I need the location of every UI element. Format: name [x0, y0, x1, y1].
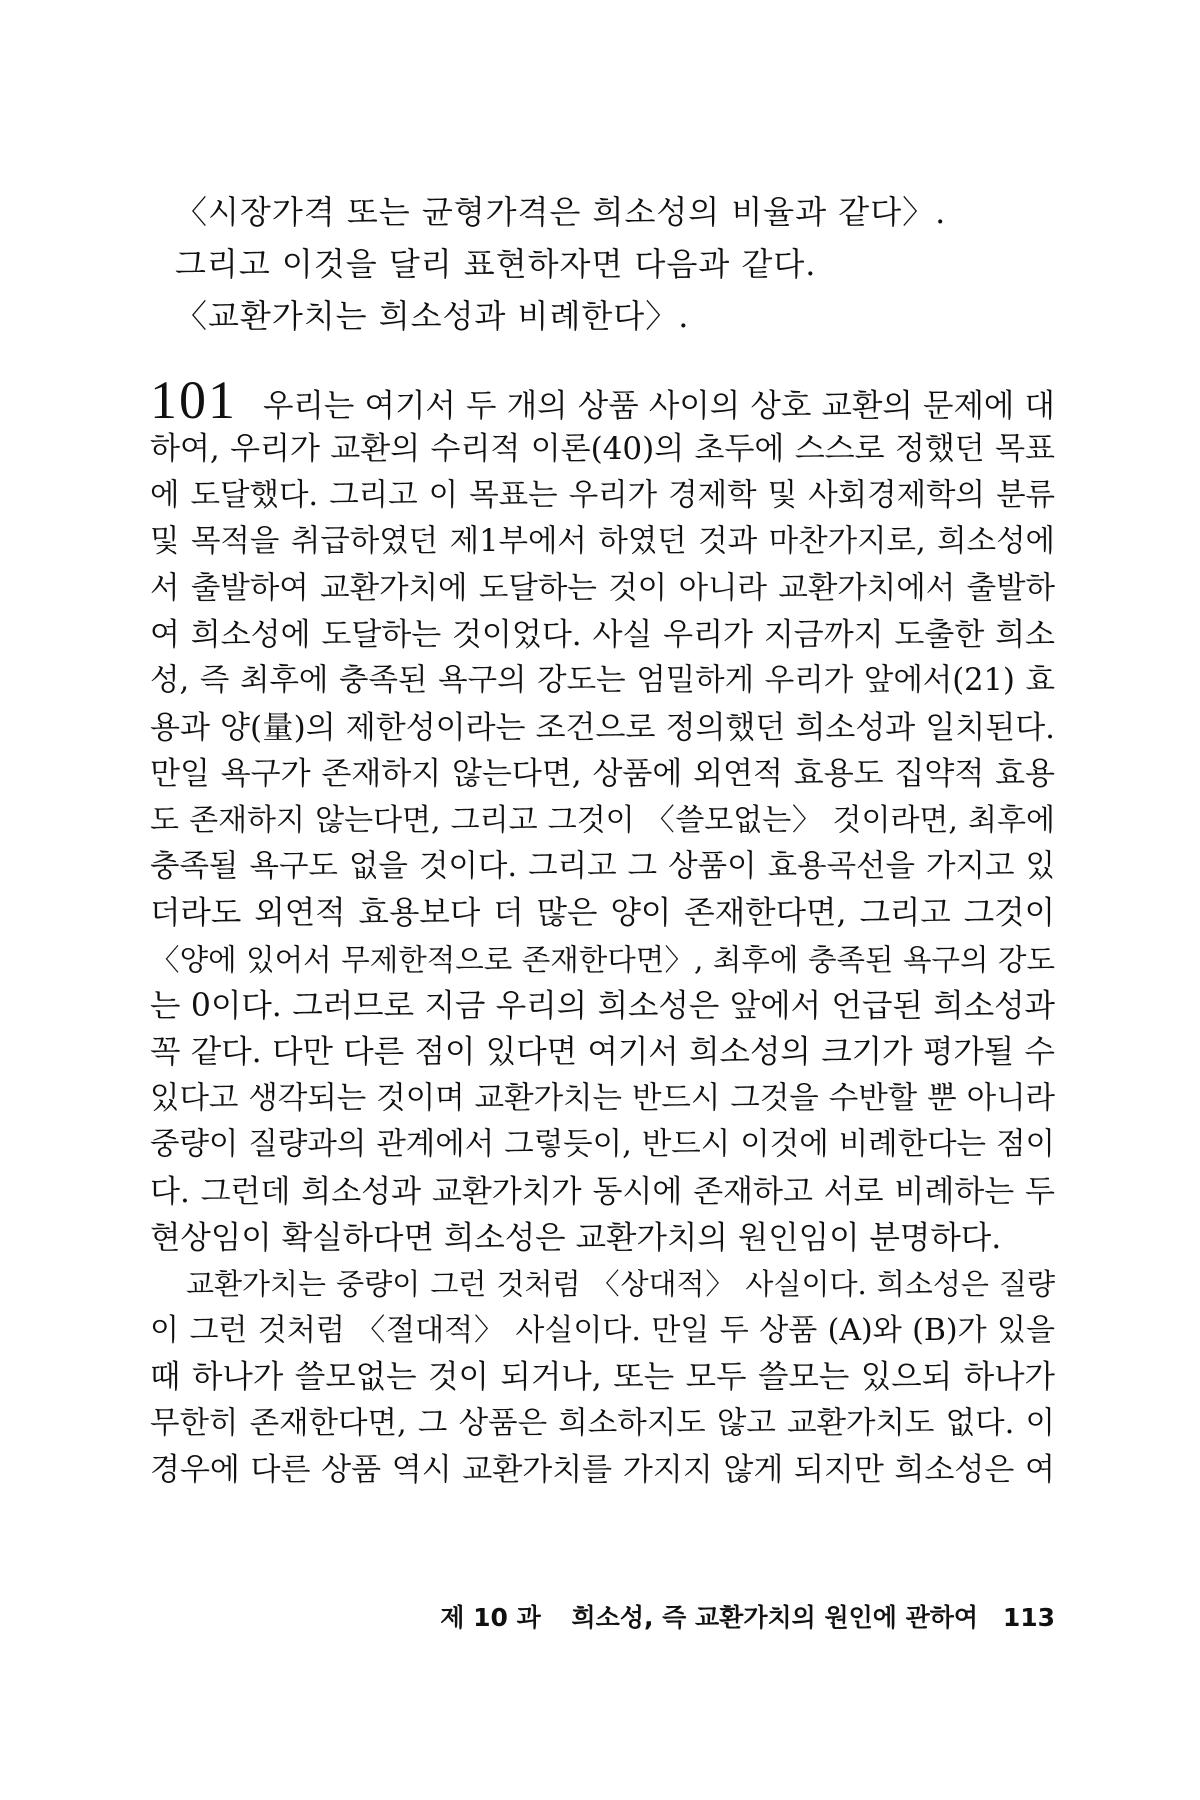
text-line: 충족될 욕구도 없을 것이다. 그리고 그 상품이 효용곡선을 가지고 있 — [150, 848, 1055, 884]
text-line: 서 출발하여 교환가치에 도달하는 것이 아니라 교환가치에서 출발하 — [150, 570, 1055, 606]
text-line: 및 목적을 취급하였던 제1부에서 하였던 것과 마찬가지로, 희소성에 — [150, 524, 1055, 560]
text-line: 만일 욕구가 존재하지 않는다면, 상품에 외연적 효용도 집약적 효용 — [150, 756, 1055, 793]
text-line: 에 도달했다. 그리고 이 목표는 우리가 경제학 및 사회경제학의 분류 — [150, 477, 1055, 513]
text-line: 경우에 다른 상품 역시 교환가치를 가지지 않게 되지만 희소성은 여 — [150, 1451, 1055, 1488]
intro-line: 그리고 이것을 달리 표현하자면 다음과 같다. — [175, 245, 817, 283]
text-line: 이 그런 것처럼 〈절대적〉 사실이다. 만일 두 상품 (A)와 (B)가 있을 — [150, 1312, 1055, 1348]
text-line: 는 0이다. 그러므로 지금 우리의 희소성은 앞에서 언급된 희소성과 — [150, 988, 1055, 1025]
text-line: 있다고 생각되는 것이며 교환가치는 반드시 그것을 수반할 뿐 아니라 — [150, 1080, 1055, 1116]
running-footer — [440, 1598, 1055, 1634]
body-text — [150, 370, 1055, 1493]
text-line: 무한히 존재한다면, 그 상품은 희소하지도 않고 교환가치도 없다. 이 — [150, 1405, 1055, 1441]
text-line: 현상임이 확실하다면 희소성은 교환가치의 원인임이 분명하다. — [150, 1220, 1002, 1257]
text-line: 때 하나가 쓸모없는 것이 되거나, 또는 모두 쓸모는 있으되 하나가 — [150, 1359, 1055, 1396]
page-number: 113 — [1002, 1603, 1055, 1632]
section-number: 101 — [150, 370, 237, 430]
text-line: 용과 양(量)의 제한성이라는 조건으로 정의했던 희소성과 일치된다. — [150, 709, 1055, 746]
text-line: 중량이 질량과의 관계에서 그렇듯이, 반드시 이것에 비례한다는 점이 — [150, 1127, 1055, 1163]
section-first-line — [150, 370, 1055, 430]
intro-line: 〈시장가격 또는 균형가격은 희소성의 비율과 같다〉. — [175, 193, 947, 231]
text-line: 다. 그런데 희소성과 교환가치가 동시에 존재하고 서로 비례하는 두 — [150, 1173, 1055, 1210]
footer-title: 희소성, 즉 교환가치의 원인에 관하여 — [571, 1603, 979, 1632]
text-line: 하여, 우리가 교환의 수리적 이론(40)의 초두에 스스로 정했던 목표 — [150, 431, 1055, 468]
footer-chapter: 제 10 과 — [440, 1603, 541, 1632]
text-line: 더라도 외연적 효용보다 더 많은 양이 존재한다면, 그리고 그것이 — [150, 895, 1055, 932]
text-line: 〈양에 있어서 무제한적으로 존재한다면〉, 최후에 충족된 욕구의 강도 — [150, 942, 1055, 977]
text-line: 꼭 같다. 다만 다른 점이 있다면 여기서 희소성의 크기가 평가될 수 — [150, 1034, 1055, 1071]
section-first-line-text: 우리는 여기서 두 개의 상품 사이의 상호 교환의 문제에 대 — [263, 388, 1055, 424]
text-line: 교환가치는 중량이 그런 것처럼 〈상대적〉 사실이다. 희소성은 질량 — [186, 1267, 1055, 1302]
intro-line: 〈교환가치는 희소성과 비례한다〉. — [175, 297, 690, 335]
text-line: 성, 즉 최후에 충족된 욕구의 강도는 엄밀하게 우리가 앞에서(21) 효 — [150, 663, 1055, 699]
text-line: 여 희소성에 도달하는 것이었다. 사실 우리가 지금까지 도출한 희소 — [150, 616, 1055, 653]
intro-block — [175, 186, 1055, 342]
text-line: 도 존재하지 않는다면, 그리고 그것이 〈쓸모없는〉 것이라면, 최후에 — [150, 802, 1055, 838]
